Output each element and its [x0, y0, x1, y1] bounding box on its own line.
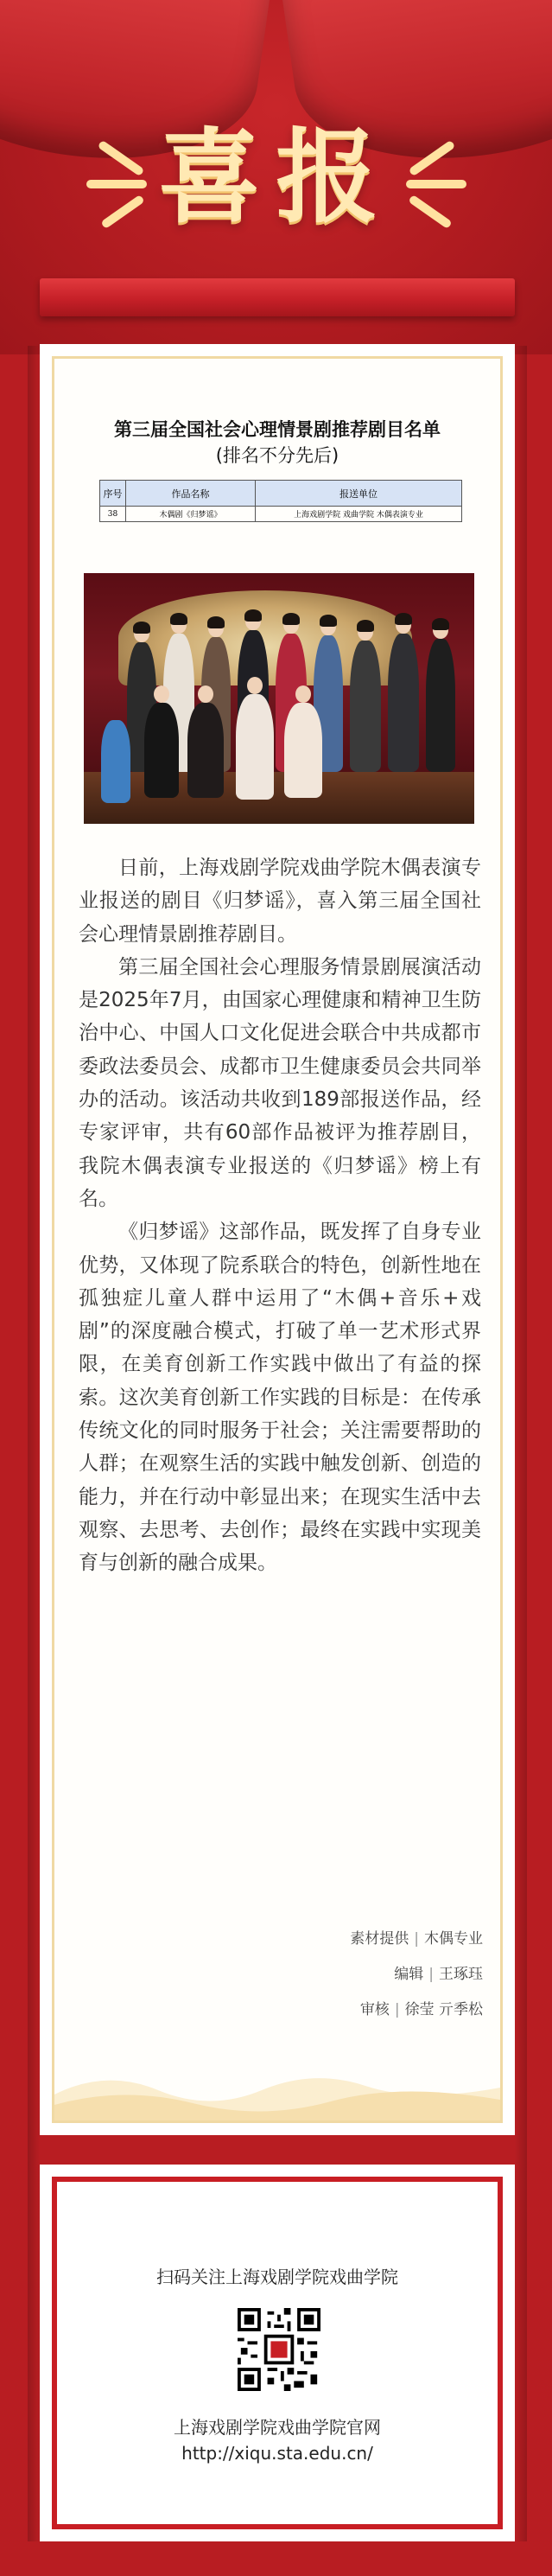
- credits-block: [350, 1922, 483, 2028]
- person-figure: [144, 703, 179, 798]
- credit-label: 素材提供: [350, 1930, 409, 1948]
- ribbon-band: [40, 278, 515, 316]
- credit-separator: |: [394, 2001, 400, 2018]
- table-header-cell: 报送单位: [256, 481, 462, 507]
- group-photo: [84, 573, 474, 824]
- credit-separator: |: [428, 1966, 434, 1983]
- follow-text: 扫码关注上海戏剧学院戏曲学院: [156, 2267, 398, 2287]
- person-hair: [244, 609, 262, 622]
- footer-frame: [52, 2177, 503, 2529]
- puppet-figure: [101, 720, 130, 803]
- table-header-cell: 序号: [100, 481, 126, 507]
- person-figure: [426, 639, 455, 772]
- card-shadow-right: [515, 346, 527, 2541]
- ray-decoration: [406, 180, 466, 188]
- person-head: [154, 685, 169, 703]
- article-paragraph: 日前，上海戏剧学院戏曲学院木偶表演专业报送的剧目《归梦谣》，喜入第三届全国社会心理情景剧推荐剧目。: [79, 857, 481, 946]
- article-paragraph: 《归梦谣》这部作品，既发挥了自身专业优势，又体现了院系联合的特色，创新性地在孤独症儿童人群中运用了“木偶+音乐+戏剧”的深度融合模式，打破了单一艺术形式界限，在美育创新工作实践中做出了有益的探索。这次美育创新工作实践的目标是：在传承传统文化的同时服务于社会；关注需要帮助的人群；在观察生活的实践中触发创新、创造的能力，并在行动中彰显出来；在现实生活中去观察、去思考、去创作；最终在实践中实现美育与创新的融合成果。: [79, 1221, 481, 1575]
- person-head: [247, 677, 263, 694]
- card-shadow-left: [28, 346, 40, 2541]
- person-figure: [350, 641, 381, 772]
- document-title: 第三届全国社会心理情景剧推荐剧目名单: [114, 419, 441, 440]
- table-cell: 38: [100, 507, 126, 522]
- person-figure: [388, 634, 419, 772]
- table-cell: 木偶剧《归梦谣》: [126, 507, 256, 522]
- person-hair: [357, 620, 374, 632]
- article-paragraph: 第三届全国社会心理服务情景剧展演活动是2025年7月，由国家心理健康和精神卫生防治中心、中国人口文化促进会联合中共成都市委政法委员会、成都市卫生健康委员会共同举办的活动。该活动共收到189部报送作品，经专家评审，共有60部作品被评为推荐剧目，我院木偶表演专业报送的《归梦谣》榜上有名。: [79, 955, 481, 1210]
- article-card: [40, 344, 515, 2135]
- person-hair: [320, 615, 337, 627]
- page-title: 喜报: [158, 117, 394, 237]
- table-header-row: [100, 481, 462, 507]
- ray-decoration: [86, 180, 147, 188]
- person-figure: [284, 703, 322, 798]
- site-name: 上海戏剧学院戏曲学院官网: [174, 2417, 381, 2438]
- credit-value: 木偶专业: [424, 1930, 483, 1948]
- header-banner: [0, 0, 552, 354]
- person-figure: [236, 694, 274, 800]
- person-head: [295, 685, 311, 703]
- credit-label: 审核: [359, 2001, 390, 2018]
- stage-floor: [84, 772, 474, 824]
- person-hair: [395, 613, 412, 625]
- footer-card: [40, 2165, 515, 2541]
- document-subtitle: (排名不分先后): [215, 445, 339, 466]
- recommendation-table: [99, 480, 462, 522]
- article-frame: [52, 356, 503, 2123]
- title-wrap: [0, 117, 552, 237]
- person-hair: [133, 622, 150, 634]
- credit-label: 编辑: [394, 1966, 424, 1983]
- qr-code-icon[interactable]: [238, 2308, 320, 2391]
- credit-line: [350, 1957, 483, 1993]
- credit-value: 王琢珏: [439, 1966, 483, 1983]
- person-hair: [170, 613, 187, 625]
- credit-line: [350, 1922, 483, 1957]
- person-hair: [282, 613, 300, 625]
- person-hair: [432, 618, 449, 630]
- table-cell: 上海戏剧学院 戏曲学院 木偶表演专业: [256, 507, 462, 522]
- table-header-cell: 作品名称: [126, 481, 256, 507]
- person-head: [198, 685, 213, 703]
- table-row: [100, 507, 462, 522]
- person-hair: [207, 616, 225, 628]
- credit-separator: |: [414, 1930, 419, 1948]
- person-figure: [187, 703, 224, 798]
- article-body: [79, 851, 481, 1580]
- site-url-link[interactable]: http://xiqu.sta.edu.cn/: [181, 2443, 373, 2464]
- credit-line: [350, 1993, 483, 2028]
- bottom-wave-decoration: [54, 2060, 500, 2120]
- credit-value: 徐莹 亓季松: [404, 2001, 483, 2018]
